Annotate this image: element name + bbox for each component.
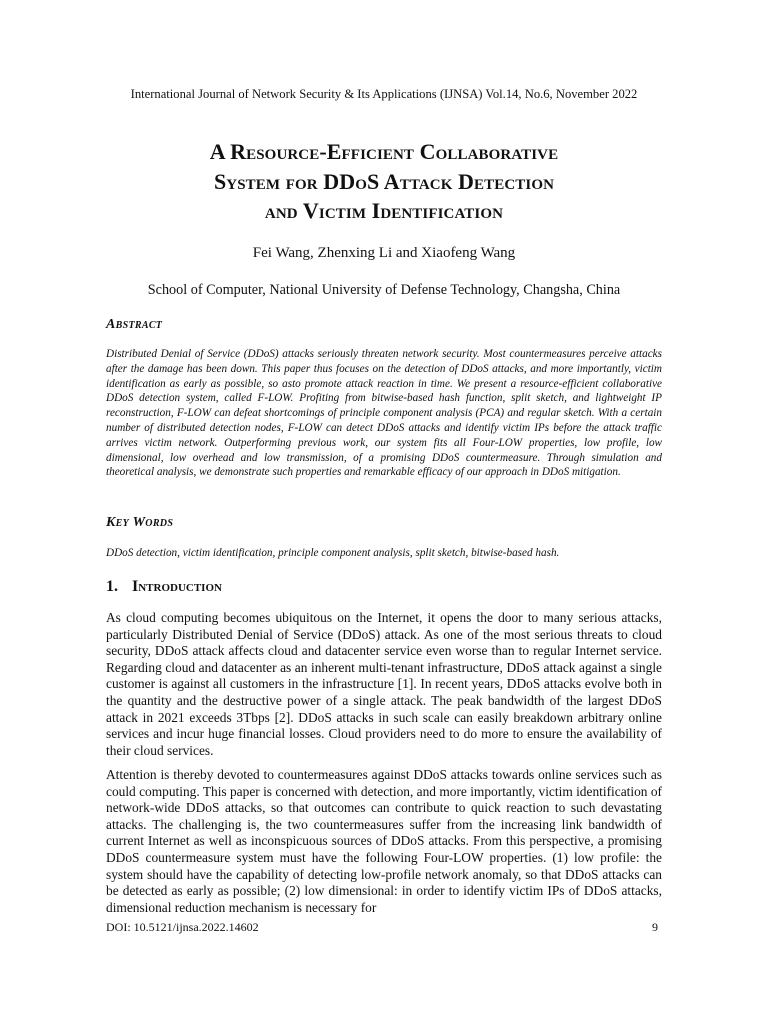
page-number: 9 [652, 920, 658, 934]
intro-paragraph-2: Attention is thereby devoted to countermeasures against DDoS attacks towards online services such as could computing. This paper is concerned with detection, and more importantly, victim identification of network-wide DDoS attacks, so that outcomes can contribute to quick reaction to such devastating attacks. The challenging is, the two countermeasures suffer from the increasing link bandwidth of current Internet as well as inconspicuous sources of DDoS attacks. From this perspective, a promising DDoS countermeasure system must have the following Four-LOW properties. (1) low profile: the system should have the capability of detecting low-profile network anomaly, so that DDoS attacks can be detected as early as possible; (2) low dimensional: in order to identify victim IPs of DDoS attacks, dimensional reduction mechanism is necessary for [106, 767, 662, 915]
section-heading-introduction [106, 578, 222, 596]
title-line-3: and Victim Identification [264, 198, 504, 223]
abstract-text: Distributed Denial of Service (DDoS) attacks seriously threaten network security. Most countermeasures perceive attacks after the damage has been down. This paper thus focuses on the detection of DDoS attacks, and more importantly, victim identification as early as possible, so asto promote attack reaction in time. We present a resource-efficient collaborative DDoS detection system, called F-LOW. Profiting from bitwise-based hash function, split sketch, and lightweight IP reconstruction, F-LOW can defeat shortcomings of principle component analysis (PCA) and regular sketch. With a certain number of distributed detection nodes, F-LOW can detect DDoS attacks and identify victim IPs before the attack traffic arrives victim network. Outperforming previous work, our system fits all Four-LOW properties, low profile, low dimensional, low overhead and low transmission, of a promising DDoS countermeasure. Through simulation and theoretical analysis, we demonstrate such properties and remarkable efficacy of our approach in DDoS mitigation. [106, 348, 662, 479]
keywords-text: DDoS detection, victim identification, principle component analysis, split sketch, bitwise-based hash. [106, 547, 560, 559]
section-title: Introduction [132, 578, 222, 595]
title-line-1: A Resource-Efficient Collaborative [209, 139, 559, 164]
paper-title [0, 137, 768, 226]
abstract-heading: Abstract [106, 317, 163, 332]
affiliation: School of Computer, National University of Defense Technology, Changsha, China [147, 282, 621, 298]
keywords-heading: Key Words [106, 515, 174, 530]
author-list: Fei Wang, Zhenxing Li and Xiaofeng Wang [252, 245, 516, 261]
intro-paragraph-1: As cloud computing becomes ubiquitous on the Internet, it opens the door to many serious attacks, particularly Distributed Denial of Service (DDoS) attack. As one of the most serious threats to cloud security, DDoS attack affects cloud and datacenter service even worse than to regular Internet service. Regarding cloud and datacenter as an inherent multi-tenant infrastructure, DDoS attack against a single customer is against all customers in the infrastructure [1]. In recent years, DDoS attacks evolve both in the quantity and the destructive power of a single attack. The peak bandwidth of the largest DDoS attack in 2021 exceeds 3Tbps [2]. DDoS attacks in such scale can easily breakdown arbitrary online services and incur huge financial losses. Cloud providers need to do more to ensure the availability of their cloud services. [106, 610, 662, 758]
footer-doi: DOI: 10.5121/ijnsa.2022.14602 [106, 920, 259, 934]
title-line-2: System for DDoS Attack Detection [213, 168, 555, 194]
section-number: 1. [106, 578, 118, 595]
running-header: International Journal of Network Security & Its Applications (IJNSA) Vol.14, No.6, November 2022 [130, 87, 638, 101]
